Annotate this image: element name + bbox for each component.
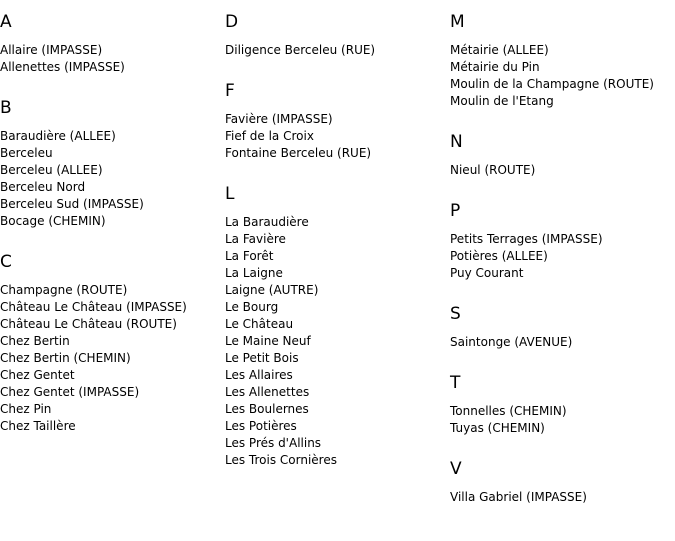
street-item[interactable]: Allaire (IMPASSE): [0, 43, 103, 57]
street-item[interactable]: Les Allenettes: [225, 385, 310, 399]
street-item[interactable]: Saintonge (AVENUE): [450, 335, 573, 349]
street-item[interactable]: La Baraudière: [225, 215, 309, 229]
street-item[interactable]: Tuyas (CHEMIN): [450, 421, 545, 435]
street-item[interactable]: Allenettes (IMPASSE): [0, 60, 125, 74]
street-list: [450, 479, 675, 516]
street-item[interactable]: Château Le Château (ROUTE): [0, 317, 177, 331]
letter-group-l: [225, 172, 445, 479]
letter-heading: S: [450, 304, 461, 324]
street-item[interactable]: Diligence Berceleu (RUE): [225, 43, 376, 57]
letter-heading: L: [225, 184, 235, 204]
street-item[interactable]: Le Maine Neuf: [225, 334, 311, 348]
street-item[interactable]: Nieul (ROUTE): [450, 163, 536, 177]
street-item[interactable]: La Favière: [225, 232, 286, 246]
letter-heading: N: [450, 132, 463, 152]
street-list: [225, 204, 445, 479]
letter-heading: D: [225, 12, 239, 32]
letter-group-d: [225, 0, 445, 69]
letter-group-m: [450, 0, 675, 120]
street-item[interactable]: La Laigne: [225, 266, 283, 280]
street-item[interactable]: Bocage (CHEMIN): [0, 214, 106, 228]
street-item[interactable]: Métairie du Pin: [450, 60, 540, 74]
street-item[interactable]: Le Petit Bois: [225, 351, 299, 365]
street-item[interactable]: Moulin de la Champagne (ROUTE): [450, 77, 654, 91]
street-item[interactable]: La Forêt: [225, 249, 274, 263]
street-list: [450, 152, 675, 189]
street-index-column-1: [0, 0, 220, 445]
street-item[interactable]: Château Le Château (IMPASSE): [0, 300, 187, 314]
street-item[interactable]: Moulin de l'Etang: [450, 94, 554, 108]
street-item[interactable]: Fief de la Croix: [225, 129, 314, 143]
street-list: [0, 118, 220, 240]
street-item[interactable]: Le Bourg: [225, 300, 279, 314]
letter-heading: C: [0, 252, 12, 272]
letter-heading: A: [0, 12, 12, 32]
letter-heading: T: [450, 373, 461, 393]
street-item[interactable]: Potières (ALLEE): [450, 249, 548, 263]
street-item[interactable]: Berceleu Nord: [0, 180, 86, 194]
street-item[interactable]: Tonnelles (CHEMIN): [450, 404, 567, 418]
street-item[interactable]: Favière (IMPASSE): [225, 112, 333, 126]
street-list: [450, 393, 675, 447]
street-item[interactable]: Puy Courant: [450, 266, 524, 280]
letter-group-b: [0, 86, 220, 240]
street-item[interactable]: Baraudière (ALLEE): [0, 129, 116, 143]
street-item[interactable]: Petits Terrages (IMPASSE): [450, 232, 603, 246]
street-index-column-2: [225, 0, 445, 479]
letter-group-a: [0, 0, 220, 86]
street-item[interactable]: Berceleu: [0, 146, 53, 160]
street-item[interactable]: Les Potières: [225, 419, 297, 433]
street-list: [450, 221, 675, 292]
letter-group-p: [450, 189, 675, 292]
street-item[interactable]: Chez Taillère: [0, 419, 76, 433]
letter-group-f: [225, 69, 445, 172]
street-list: [225, 32, 445, 69]
letter-group-v: [450, 447, 675, 516]
street-list: [450, 324, 675, 361]
street-item[interactable]: Champagne (ROUTE): [0, 283, 128, 297]
street-item[interactable]: Chez Gentet (IMPASSE): [0, 385, 140, 399]
street-index-column-3: [450, 0, 675, 516]
street-item[interactable]: Chez Gentet: [0, 368, 75, 382]
letter-heading: M: [450, 12, 465, 32]
street-item[interactable]: Les Trois Cornières: [225, 453, 337, 467]
street-item[interactable]: Les Boulernes: [225, 402, 309, 416]
street-item[interactable]: Laigne (AUTRE): [225, 283, 319, 297]
letter-group-s: [450, 292, 675, 361]
street-item[interactable]: Chez Bertin (CHEMIN): [0, 351, 131, 365]
street-item[interactable]: Le Château: [225, 317, 294, 331]
street-item[interactable]: Métairie (ALLEE): [450, 43, 549, 57]
street-item[interactable]: Berceleu Sud (IMPASSE): [0, 197, 144, 211]
street-list: [450, 32, 675, 120]
letter-heading: P: [450, 201, 461, 221]
street-item[interactable]: Les Allaires: [225, 368, 293, 382]
letter-group-t: [450, 361, 675, 447]
street-item[interactable]: Fontaine Berceleu (RUE): [225, 146, 372, 160]
street-item[interactable]: Berceleu (ALLEE): [0, 163, 103, 177]
letter-heading: V: [450, 459, 462, 479]
letter-group-c: [0, 240, 220, 445]
letter-group-n: [450, 120, 675, 189]
letter-heading: B: [0, 98, 12, 118]
street-item[interactable]: Chez Bertin: [0, 334, 70, 348]
letter-heading: F: [225, 81, 235, 101]
street-list: [225, 101, 445, 172]
street-list: [0, 32, 220, 86]
street-list: [0, 272, 220, 445]
street-item[interactable]: Les Prés d'Allins: [225, 436, 322, 450]
street-item[interactable]: Chez Pin: [0, 402, 52, 416]
street-item[interactable]: Villa Gabriel (IMPASSE): [450, 490, 587, 504]
